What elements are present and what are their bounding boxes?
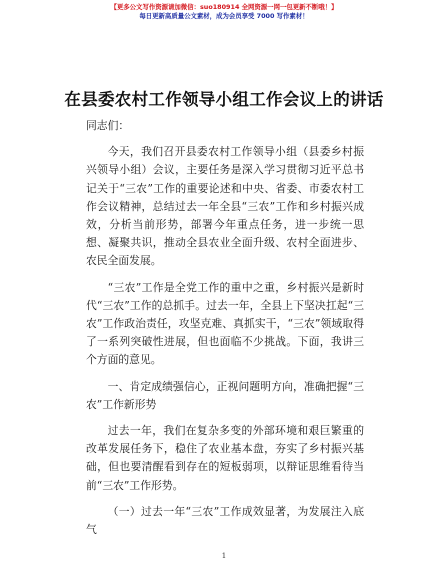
paragraph-overview: “三农”工作是全党工作的重中之重，乡村振兴是新时代“三农”工作的总抓手。过去一年，全县上下坚决扛起“三农”工作政治责任，攻坚克难、真抓实干，“三农”领域取得了一系列突破性进展，但也面临不少挑战。下面，我讲三个方面的意见。 — [86, 280, 364, 367]
paragraph-section-1: 过去一年，我们在复杂多变的外部环境和艰巨繁重的改革发展任务下，稳住了农业基本盘，夯实了乡村振兴基础，但也要清醒看到存在的短板弱项，以辩证思维看待当前“三农”工作形势。 — [86, 424, 364, 492]
section-heading-1: 一、肯定成绩强信心，正视问题明方向，准确把握“三农”工作新形势 — [86, 379, 364, 411]
document-body — [86, 117, 364, 547]
salutation: 同志们： — [86, 119, 130, 132]
subheading-1: （一）过去一年“三农”工作成效显著，为发展注入底气 — [86, 504, 364, 537]
page-number: 1 — [221, 552, 227, 560]
paragraph-opening: 今天，我们召开县委农村工作领导小组（县委乡村振兴领导小组）会议，主要任务是深入学习贯彻习近平总书记关于“三农”工作的重要论述和中央、省委、市委农村工作会议精神，总结过去一年全县“三农”工作和乡村振兴成效，分析当前形势，部署今年重点任务，进一步统一思想、凝聚共识，推动全县农业全面升级、农村全面进步、农民全面发展。 — [86, 145, 364, 268]
promo-banner-line-1: 【更多公文写作资源请加微信：suo180914 全网资源一网一包更新不断哦！】 — [110, 3, 338, 11]
promo-banner — [0, 3, 448, 21]
promo-banner-line-2: 每日更新高质量公文素材，成为会员享受 7000 写作素材！ — [139, 12, 309, 20]
document-title: 在县委农村工作领导小组工作会议上的讲话 — [64, 90, 384, 109]
